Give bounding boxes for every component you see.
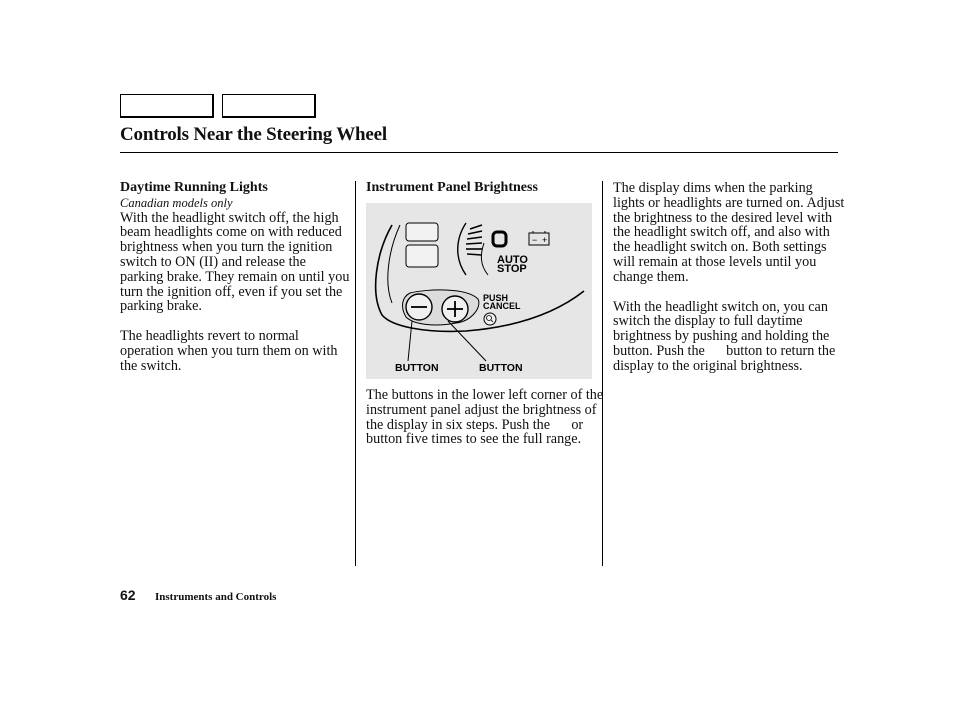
digit-zero [493, 232, 506, 246]
brightness-paragraph: The buttons in the lower left corner of the instrument panel adjust the brightness of the display in six steps. Push the or button five times to see the full range. [366, 387, 607, 448]
instrument-panel-drawing [366, 203, 592, 379]
daytime-brightness-paragraph: With the headlight switch on, you can switch the display to full daytime brightness by pushing and holding the button. Push the button to return the display to the original brightness. [613, 298, 851, 374]
section-footer: Instruments and Controls [155, 591, 277, 603]
push-cancel-label-line1: PUSH [483, 293, 509, 303]
dimming-paragraph: The display dims when the parking lights or headlights are turned on. Adjust the brightness to the desired level with the headlight switch off, and also with the headlight switch on. Both settings will remain at those levels until you change them. [613, 180, 845, 285]
nav-tab-box-2[interactable] [222, 94, 316, 118]
title-rule [120, 152, 838, 153]
brightness-instructions [366, 388, 606, 447]
column-daytime-running-lights [120, 181, 352, 374]
brightness-minus-button[interactable] [406, 294, 432, 320]
column-divider-1 [355, 181, 356, 566]
auto-stop-label-line1: AUTO [497, 254, 528, 266]
column-divider-2 [602, 181, 603, 566]
tachometer-arc [458, 223, 466, 275]
tachometer-needle-arc [481, 243, 488, 275]
battery-minus-sign: − [532, 235, 538, 245]
panel-inner-outline [388, 225, 400, 303]
gauge-window-top [406, 223, 438, 241]
instrument-panel-illustration [366, 203, 592, 379]
page-number: 62 [120, 587, 136, 603]
auto-stop-label-line2: STOP [497, 263, 527, 275]
column-brightness-continued [613, 180, 851, 374]
leader-line-right [448, 321, 486, 361]
tachometer-ticks [466, 225, 482, 255]
section-subheading-drl: Canadian models only [120, 195, 233, 210]
push-cancel-label-line2: CANCEL [483, 301, 521, 311]
page-title: Controls Near the Steering Wheel [120, 124, 387, 145]
column-instrument-panel-brightness [366, 181, 598, 196]
drl-paragraph-1: With the headlight switch off, the high beam headlights come on with reduced brightness when you turn the ignition switch to ON (II) and release the parking brake. They remain on until you turn the ignition off, even if you set the parking brake. [120, 209, 350, 315]
drl-paragraph-2: The headlights revert to normal operation when you turn them on with the switch. [120, 328, 338, 374]
section-heading-drl: Daytime Running Lights [120, 180, 268, 195]
nav-tab-box-1[interactable] [120, 94, 214, 118]
section-heading-brightness: Instrument Panel Brightness [366, 180, 538, 195]
battery-icon [529, 231, 549, 245]
button-callout-left: BUTTON [395, 362, 439, 374]
brightness-plus-button[interactable] [442, 296, 468, 322]
button-callout-right: BUTTON [479, 362, 523, 374]
trip-knob-icon[interactable] [484, 313, 496, 325]
gauge-window-bottom [406, 245, 438, 267]
battery-plus-sign: + [542, 235, 548, 245]
